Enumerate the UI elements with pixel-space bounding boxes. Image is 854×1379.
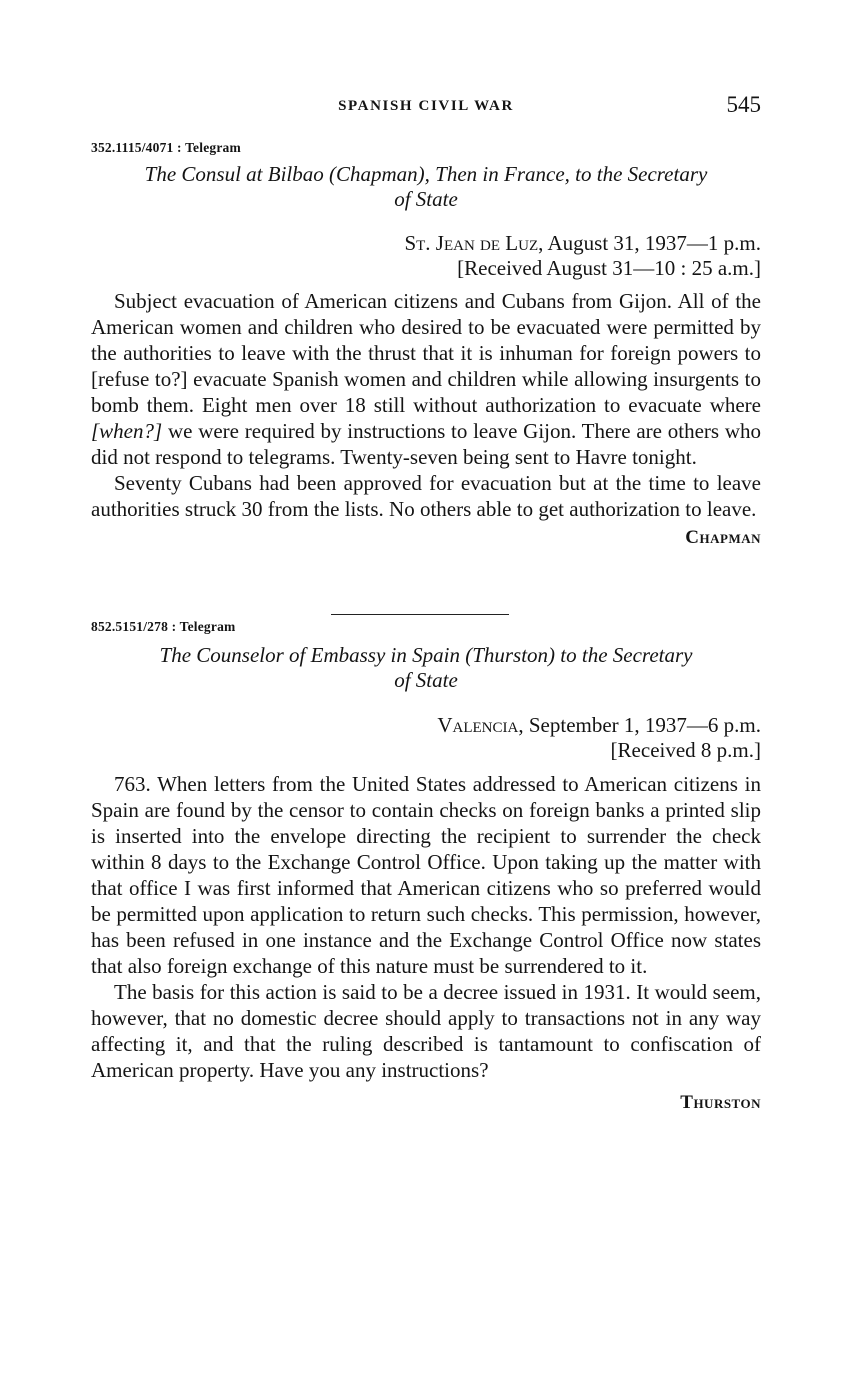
dateline-date: , August 31, 1937—1 p.m. [538,231,761,255]
heading-line: The Consul at Bilbao (Chapman), Then in France, to the Secretary [144,162,708,186]
file-number: 352.1115/4071 : Telegram [91,140,241,155]
received-line: [Received 8 p.m.] [610,738,761,762]
document-heading [91,643,761,693]
paragraph: Seventy Cubans had been approved for evacuation but at the time to leave authorities struck 30 from the lists. No others able to get authorization to leave. [91,471,761,521]
section-divider [331,614,509,615]
dateline-place: St. Jean de Luz [404,231,539,255]
telegram-chapman [91,139,761,550]
heading-line: of State [394,668,458,692]
page-number: 545 [726,92,761,117]
running-head [91,92,761,122]
signature: Thurston [680,1092,761,1113]
dateline-place: Valencia [437,713,519,737]
file-number: 852.5151/278 : Telegram [91,619,236,634]
paragraph-text: Subject evacuation of American citizens and Cubans from Gijon. All of the American women and children who desired to be evacuated were permitted by the authorities to leave with the thrust that it is inhuman for foreign powers to [refuse to?] evacuate Spanish women and children while allowing insurgents to bomb them. Eight men over 18 still without authorization to evacuate where [91,289,761,417]
paragraph [91,288,761,470]
dateline [91,713,761,738]
paragraph: 763. When letters from the United States addressed to American citizens in Spain are found by the censor to contain checks on foreign banks a printed slip is inserted into the envelope directing the recipient to surrender the check within 8 days to the Exchange Control Office. Upon taking up the matter with that office I was first informed that American citizens who so preferred would be permitted upon application to return such checks. This permission, however, has been refused in one instance and the Exchange Control Office now states that also foreign exchange of this nature must be surrendered to it. [91,772,761,978]
signature: Chapman [685,527,761,548]
paragraph-italic-text: [when?] [91,419,163,443]
running-title: SPANISH CIVIL WAR [338,98,514,114]
heading-line: The Counselor of Embassy in Spain (Thurston) to the Secretary [159,643,693,667]
received-line: [Received August 31—10 : 25 a.m.] [457,256,761,280]
paragraph: The basis for this action is said to be a decree issued in 1931. It would seem, however, that no domestic decree should apply to transactions not in any way affecting it, and that the ruling described is tantamount to confiscation of American property. Have you any instructions? [91,980,761,1082]
telegram-thurston [91,618,761,1115]
paragraph-text: we were required by instructions to leave Gijon. There are others who did not respond to telegrams. Twenty-seven being sent to Havre tonight. [91,419,761,469]
dateline [91,231,761,256]
document-heading [91,162,761,212]
heading-line: of State [394,187,458,211]
dateline-date: , September 1, 1937—6 p.m. [518,713,761,737]
